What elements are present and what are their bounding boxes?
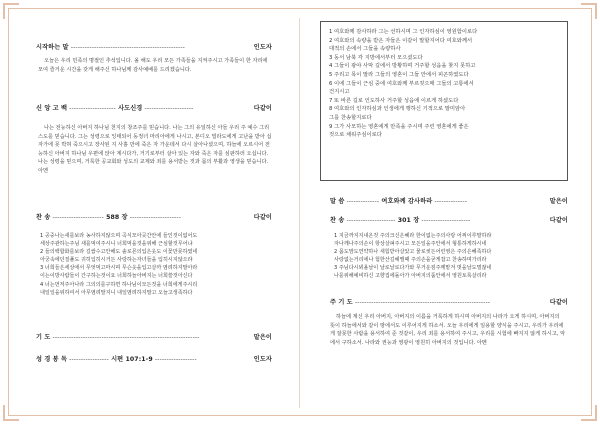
creed-text: 나는 전능하신 아버지 하나님 천지의 창조주를 믿습니다. 나는 그의 유일하신 아들 우리 주 예수 그리스도를 믿습니다. 그는 성령으로 잉태되어 동정녀 마리아에게 나시고, 본디오 빌라도에게 고난을 받아 십자가에 못 박혀 죽으시고 장사된 지 사흘 만에 죽은 자 가운데서 다시 살아나셨으며, 하늘에 오르시어 전능하신 아버지 하나님 우편에 앉아 계시다가, 거기로부터 살아 있는 자와 죽은 자를 심판하러 오십니다. 나는 성령을 믿으며, 거룩한 공교회와 성도의 교제와 죄를 용서받는 것과 몸의 부활과 영생을 믿습니다. 아멘 [38, 125, 272, 174]
hymn-line: 3 주님다시뵈올날이 날로날로다가와 무거운짐주께맡겨 벗을날도멀잖네 [334, 265, 492, 272]
sermon-heading: 말 씀 -------------- 여호와께 감사하라 -------------- 맡은이 [330, 198, 568, 205]
creed-heading: 신 앙 고 백 -------------------- 사도신경 --------------------- 다같이 [36, 105, 272, 112]
psalm-verse: 8 여호와의 인자하심과 인생에게 행하신 기적으로 말미암아 [329, 106, 466, 113]
psalm-verse: 그를 찬송할지로다 [329, 114, 372, 121]
hymn-line: 2 들의백합화를보라 길쌈수고안해도 솔로몬의입은옷도 이꽃만못하였네 [40, 249, 198, 256]
hymn-588-heading: 찬 송 ---------------------- 588 장 ---------------------- 다같이 [36, 214, 272, 221]
psalm-verse: 5 주리고 목이 말라 그들의 영혼이 그들 안에서 피곤하였도다 [329, 71, 469, 78]
hymn-line: 내일일을위하여서 아무염려말지니 내일염려하지말고 오늘고생족하다 [40, 289, 193, 296]
page-divider [299, 18, 300, 408]
corner-ornament [3, 3, 19, 19]
psalm-verse: 3 동서 남북 각 지방에서부터 모으셨도다 [329, 54, 423, 61]
psalm-verse: 대적의 손에서 그들을 속량하사 [329, 46, 401, 53]
hymn-line: 사랑없는거리에나 험한산길헤맬때 주의손을굳게잡고 찬송하며가리라 [334, 257, 487, 264]
psalm-verse: 9 그가 사모하는 영혼에게 만족을 주시며 주린 영혼에게 좋은 [329, 123, 469, 130]
scripture-box [320, 21, 568, 181]
hymn-line: 세상주관하는주님 새를먹여주시니 너희먹을것을위해 근심할것무어냐 [40, 241, 193, 248]
lords-prayer-heading: 주 기 도 ---------------------------------------------------------- 다같이 [330, 299, 568, 306]
psalm-verse: 4 그들이 광야 사막 길에서 방황하며 거주할 성읍을 찾지 못하고 [329, 63, 476, 70]
hymn-line: 4 너는먼저주아나라 그의의를구하면 하나님이모든것을 너희에게주시리 [40, 281, 198, 288]
hymn-588-lyrics [40, 232, 272, 297]
hymn-301-lyrics [334, 232, 568, 281]
psalm-verse: 6 이에 그들이 근심 중에 여호와께 부르짖으매 그들의 고통에서 [329, 80, 474, 87]
corner-ornament [581, 3, 597, 19]
psalm-verse: 것으로 채워주심이로다 [329, 132, 382, 139]
corner-ornament [581, 405, 597, 421]
intro-heading: 시작하는 말 ------------------------------------------------- 인도자 [36, 44, 272, 51]
hymn-line: 1 공중나는새를보라 농사하지않으며 곡식모아곳간안에 들인것이없어도 [40, 233, 198, 239]
hymn-line: 3 너희들은세상에서 무엇먹고마시며 무슨옷을입고살까 염려하지말아라 [40, 265, 198, 272]
psalm-verse: 건지시고 [329, 89, 350, 96]
lords-prayer-text: 하늘에 계신 우리 아버지, 아버지의 이름을 거룩하게 하시며 아버지의 나라가 오게 하시며, 아버지의 뜻이 하늘에서와 같이 땅에서도 이루어지게 하소서. 오늘 우리에게 일용할 양식을 주시고, 우리가 우리에게 잘못한 사람을 용서하여 준 것같이, 우리 죄를 용서하여 주시고, 우리를 시험에 빠지지 않게 하시고, 악에서 구하소서. 나라와 권능과 영광이 영원히 아버지의 것입니다. 아멘 [330, 314, 566, 346]
prayer-heading: 기 도 --------------------------------------------------------------- 맡은이 [36, 334, 272, 341]
hymn-line: 2 몸도맘도연약하나 새힘받아살았고 물로씻든어린영은 주의은혜족하다 [334, 249, 492, 256]
hymn-line: 이는이방사람들이 간구하는것이요 너희하늘아버지는 너희쓸것아신다 [40, 273, 193, 280]
psalm-verse: 1 여호와께 감사하라 그는 선하시며 그 인자하심이 영원함이로다 [329, 29, 478, 35]
hymn-line: 1 지금까지지내온것 주의크신은혜라 한이없는주의사랑 어찌이루말하랴 [334, 233, 492, 239]
psalm-verse: 7 또 바른 길로 인도하사 거주할 성읍에 이르게 하셨도다 [329, 97, 459, 104]
reading-heading: 성 경 봉 독 ----------------- 시편 107:1-9 ------------------ 인도자 [36, 356, 272, 363]
hymn-line: 아궁속에던질풀도 귀히입히시거든 사랑하는자녀들을 입히시지않으랴 [40, 257, 193, 264]
psalm-verse: 2 여호와의 속량을 받은 자들은 이같이 말할지어다 여호와께서 [329, 37, 473, 44]
hymn-line: 나를위해예비하신 고향집에돌아가 아버지의품안에서 영원토록살리라 [334, 273, 487, 280]
hymn-line: 자나깨나주의손이 항상살펴주시고 모든일을주안에서 형통하게하시네 [334, 241, 487, 248]
intro-text: 오늘은 우리 민족의 명절인 추석입니다. 올 해도 우리 모든 가족들을 지켜주시고 가족들이 한 자리에 모여 즐거운 시간을 갖게 해주신 하나님께 감사예배를 드리겠습니다. [38, 58, 268, 73]
corner-ornament [3, 405, 19, 421]
hymn-301-heading: 찬 송 --------------------- 301 장 --------------------- 다같이 [330, 217, 568, 224]
